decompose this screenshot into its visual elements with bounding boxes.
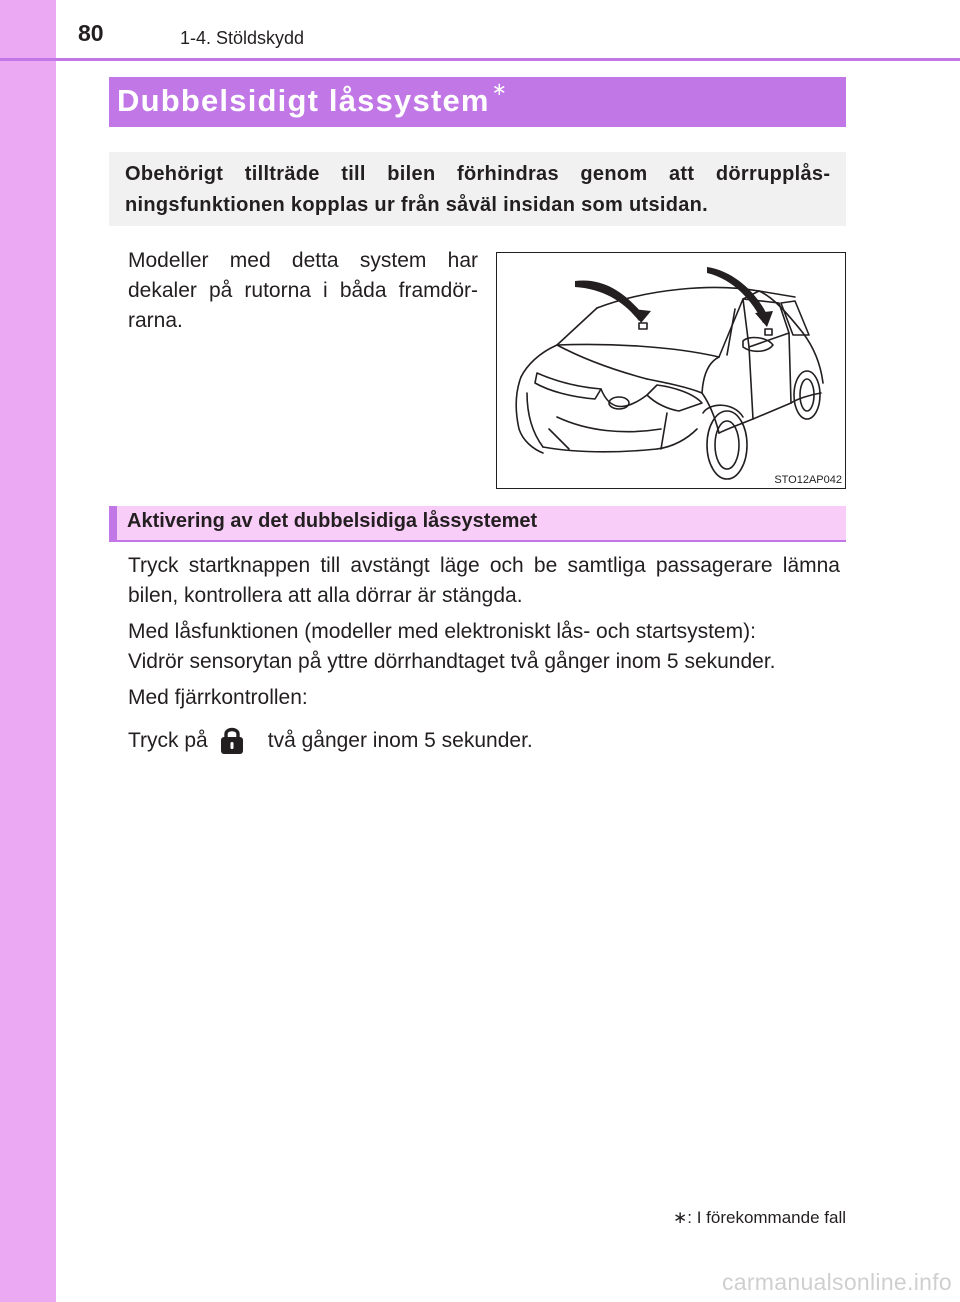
paragraph-4-after: två gånger inom 5 sekunder. bbox=[267, 729, 533, 752]
activation-paragraph-4 bbox=[128, 725, 840, 756]
page-number: 80 bbox=[78, 20, 104, 46]
page-title-bar bbox=[109, 77, 846, 127]
footnote: ∗: I förekommande fall bbox=[673, 1208, 846, 1227]
page-sidebar-tab bbox=[0, 0, 56, 1302]
activation-heading: Aktivering av det dubbelsidiga låssystemet bbox=[109, 506, 846, 542]
car-with-window-decals-illustration bbox=[497, 253, 845, 488]
activation-paragraph-2 bbox=[128, 617, 858, 677]
paragraph-2-line-1: Med låsfunktionen (modeller med elektroniskt lås- och startsystem): bbox=[128, 620, 756, 643]
models-paragraph: Modeller med detta system har dekaler på rutorna i båda framdörrarna. bbox=[128, 249, 478, 332]
figure-code: STO12AP042 bbox=[774, 474, 842, 486]
activation-paragraph-3: Med fjärrkontrollen: bbox=[128, 686, 308, 709]
activation-paragraph-1: Tryck startknappen till avstängt läge och be samtliga passagerare lämna bilen, kontrollera att alla dörrar är stängda. bbox=[128, 554, 840, 607]
title-asterisk: ∗ bbox=[491, 79, 507, 99]
page-title: Dubbelsidigt låssystem bbox=[117, 83, 490, 118]
paragraph-2-line-2: Vidrör sensorytan på yttre dörrhandtaget två gånger inom 5 sekunder. bbox=[128, 650, 776, 673]
watermark: carmanualsonline.info bbox=[721, 1269, 952, 1295]
header-rule bbox=[0, 58, 960, 61]
padlock-icon bbox=[218, 725, 246, 755]
intro-box: Obehörigt tillträde till bilen förhindras genom att dörrupplåsningsfunktionen kopplas ur från såväl insidan som utsidan. bbox=[109, 152, 846, 226]
car-illustration-figure bbox=[496, 252, 846, 489]
section-label: 1-4. Stöldskydd bbox=[180, 28, 305, 48]
paragraph-4-before: Tryck på bbox=[128, 729, 208, 752]
